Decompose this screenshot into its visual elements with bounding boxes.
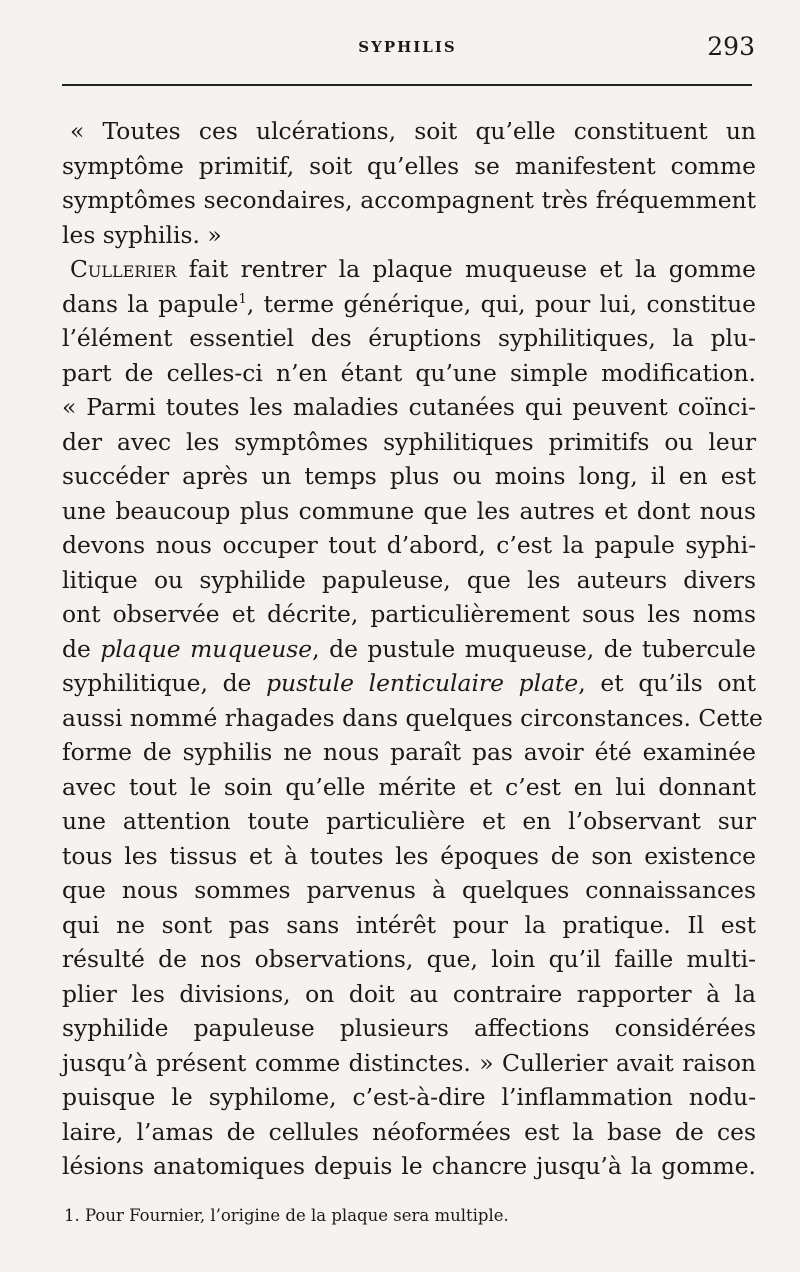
text-line: puisque le syphilome, c’est-à-dire l’inflammation nodu- — [62, 1083, 756, 1111]
text-line: part de celles-ci n’en étant qu’une simple modification. — [62, 358, 756, 387]
text-line: l’élément essentiel des éruptions syphilitiques, la plu- — [62, 324, 756, 352]
text-line: qui ne sont pas sans intérêt pour la pratique. Il est — [62, 910, 756, 939]
text-line: tous les tissus et à toutes les époques de son existence — [62, 841, 756, 870]
text-line: aussi nommé rhagades dans quelques circonstances. Cette — [62, 703, 763, 732]
text-line: « Toutes ces ulcérations, soit qu’elle constituent un — [70, 117, 756, 145]
running-head — [60, 34, 755, 64]
text-line: ont observée et décrite, particulièrement sous les noms — [62, 600, 756, 628]
text-line: symptômes secondaires, accompagnent très fréquemment — [62, 186, 756, 214]
text-line: dans la papule$^1$, terme générique, qui, pour lui, constitue — [62, 289, 756, 318]
footnote-ref: 1 — [238, 291, 247, 307]
author-name: Cullerier — [70, 255, 177, 283]
text-line: une beaucoup plus commune que les autres et dont nous — [62, 496, 756, 525]
text-line: symptôme primitif, soit qu’elles se manifestent comme — [62, 151, 756, 180]
text-line: jusqu’à présent comme distinctes. » Cullerier avait raison — [62, 1048, 756, 1077]
text-line: que nous sommes parvenus à quelques connaissances — [62, 876, 756, 904]
text-line: de plaque muqueuse, de pustule muqueuse, de tubercule — [62, 634, 756, 663]
text-line: avec tout le soin qu’elle mérite et c’est en lui donnant — [62, 772, 756, 801]
text-line: laire, l’amas de cellules néoformées est la base de ces — [62, 1117, 756, 1146]
text-line: litique ou syphilide papuleuse, que les auteurs divers — [62, 565, 756, 594]
text-line: der avec les symptômes syphilitiques primitifs ou leur — [62, 427, 756, 456]
text-line: plier les divisions, on doit au contraire rapporter à la — [62, 979, 756, 1008]
text-line: les syphilis. » — [62, 220, 222, 249]
text-line: Cullerier fait rentrer la plaque muqueuse et la gomme — [70, 255, 756, 283]
text-line: syphilide papuleuse plusieurs affections considérées — [62, 1014, 756, 1042]
text-line: forme de syphilis ne nous paraît pas avoir été examinée — [62, 738, 756, 766]
text-line: syphilitique, de pustule lenticulaire plate, et qu’ils ont — [62, 669, 756, 697]
text-line: lésions anatomiques depuis le chancre jusqu’à la gomme. — [62, 1152, 756, 1180]
text-line: résulté de nos observations, que, loin qu’il faille multi- — [62, 945, 756, 973]
text-line: une attention toute particulière et en l’observant sur — [62, 807, 756, 835]
body-text — [62, 114, 763, 1184]
footnote: 1. Pour Fournier, l’origine de la plaque sera multiple. — [64, 1206, 509, 1225]
header-rule — [62, 84, 752, 86]
text-line: « Parmi toutes les maladies cutanées qui peuvent coïnci- — [62, 393, 756, 421]
text-line: succéder après un temps plus ou moins long, il en est — [62, 462, 756, 490]
page-number: 293 — [707, 32, 755, 61]
running-title: SYPHILIS — [358, 38, 457, 56]
text-line: devons nous occuper tout d’abord, c’est la papule syphi- — [62, 531, 756, 559]
